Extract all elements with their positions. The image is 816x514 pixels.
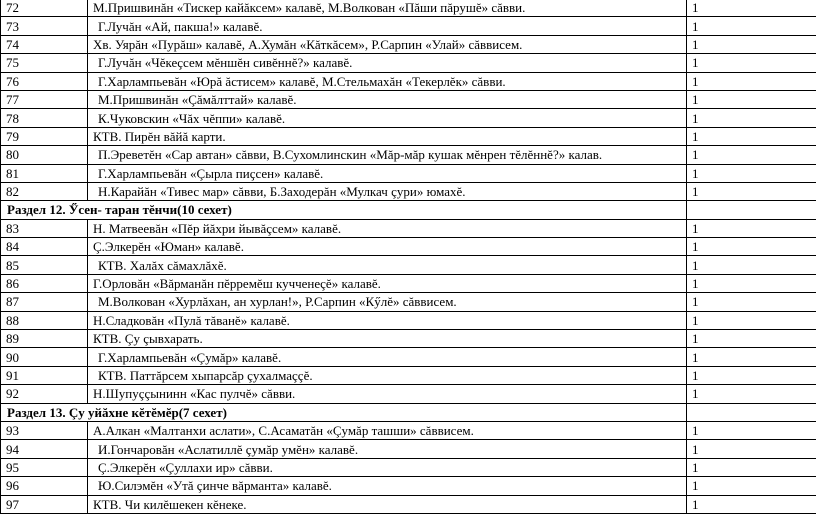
- lesson-number-cell: 96: [1, 477, 88, 495]
- lesson-title-cell: Ю.Силэмĕн «Утă çинче вăрманта» калавĕ.: [88, 477, 687, 495]
- lesson-title-cell: КТВ. Чи килĕшекен кĕнеке.: [88, 495, 687, 513]
- table-row: [1, 35, 816, 53]
- lesson-number-cell: 80: [1, 146, 88, 164]
- table-row: [1, 90, 816, 108]
- lesson-number-cell: 75: [1, 54, 88, 72]
- lesson-number-cell: 94: [1, 440, 88, 458]
- lesson-number-cell: 92: [1, 385, 88, 403]
- lesson-plan-table-body: [1, 0, 816, 513]
- lesson-title-cell: КТВ. Пирĕн вăйă карти.: [88, 127, 687, 145]
- lesson-title-cell: Н. Матвеевăн «Пĕр йăхри йывăçсем» калавĕ.: [88, 219, 687, 237]
- lesson-title-cell: Н.Шупуççынинн «Кас пулчĕ» сăвви.: [88, 385, 687, 403]
- table-row: [1, 293, 816, 311]
- lesson-title-cell: А.Алкан «Малтанхи аслати», С.Асаматăн «Çумăр ташши» сăввисем.: [88, 421, 687, 439]
- lesson-number-cell: 82: [1, 182, 88, 200]
- lesson-hours-cell: 1: [687, 0, 816, 17]
- lesson-title-cell: Н.Сладковăн «Пулă тăванĕ» калавĕ.: [88, 311, 687, 329]
- lesson-title-cell: Г.Лучăн «Ай, пакша!» калавĕ.: [88, 17, 687, 35]
- lesson-hours-cell: 1: [687, 311, 816, 329]
- table-row: [1, 311, 816, 329]
- table-row: [1, 54, 816, 72]
- table-row: [1, 182, 816, 200]
- lesson-hours-cell: 1: [687, 256, 816, 274]
- lesson-number-cell: 87: [1, 293, 88, 311]
- lesson-number-cell: 79: [1, 127, 88, 145]
- table-row: [1, 385, 816, 403]
- lesson-title-cell: Ç.Элкерĕн «Юман» калавĕ.: [88, 238, 687, 256]
- table-row: [1, 256, 816, 274]
- lesson-hours-cell: 1: [687, 17, 816, 35]
- lesson-title-cell: Хв. Уярăн «Пурăш» калавĕ, А.Хумăн «Кăткăсем», Р.Сарпин «Улай» сăввисем.: [88, 35, 687, 53]
- lesson-title-cell: Г.Лучăн «Чĕкеҫсем мĕншĕн сивĕннĕ?» калавĕ.: [88, 54, 687, 72]
- lesson-hours-cell: 1: [687, 35, 816, 53]
- table-row: [1, 164, 816, 182]
- lesson-number-cell: 74: [1, 35, 88, 53]
- lesson-hours-cell: 1: [687, 127, 816, 145]
- section-title-cell: Раздел 13. Çу уйăхне кĕтĕмĕр(7 сехет): [1, 403, 687, 421]
- lesson-number-cell: 91: [1, 366, 88, 384]
- lesson-hours-cell: 1: [687, 385, 816, 403]
- lesson-hours-cell: 1: [687, 182, 816, 200]
- lesson-number-cell: 95: [1, 458, 88, 476]
- lesson-hours-cell: 1: [687, 90, 816, 108]
- table-row: [1, 17, 816, 35]
- lesson-hours-cell: 1: [687, 219, 816, 237]
- lesson-title-cell: КТВ. Паттăрсем хыпарсăр çухалмаççĕ.: [88, 366, 687, 384]
- lesson-hours-cell: 1: [687, 274, 816, 292]
- lesson-number-cell: 88: [1, 311, 88, 329]
- lesson-title-cell: К.Чуковскин «Чăх чĕппи» калавĕ.: [88, 109, 687, 127]
- lesson-title-cell: Г.Харлампьевăн «Çырла пиҫсен» калавĕ.: [88, 164, 687, 182]
- lesson-hours-cell: 1: [687, 330, 816, 348]
- lesson-number-cell: 90: [1, 348, 88, 366]
- section-empty-cell: [687, 201, 816, 219]
- table-row: [1, 219, 816, 237]
- table-row: [1, 366, 816, 384]
- lesson-hours-cell: 1: [687, 495, 816, 513]
- lesson-hours-cell: 1: [687, 348, 816, 366]
- lesson-hours-cell: 1: [687, 477, 816, 495]
- table-row: [1, 348, 816, 366]
- lesson-title-cell: И.Гончаровăн «Аслатиллĕ çумăр умĕн» калавĕ.: [88, 440, 687, 458]
- lesson-number-cell: 72: [1, 0, 88, 17]
- table-row: [1, 495, 816, 513]
- lesson-hours-cell: 1: [687, 440, 816, 458]
- section-title-cell: Раздел 12. Ӳсен- таран тĕнчи(10 сехет): [1, 201, 687, 219]
- lesson-number-cell: 73: [1, 17, 88, 35]
- table-row: [1, 440, 816, 458]
- lesson-hours-cell: 1: [687, 458, 816, 476]
- lesson-hours-cell: 1: [687, 146, 816, 164]
- lesson-number-cell: 89: [1, 330, 88, 348]
- lesson-hours-cell: 1: [687, 72, 816, 90]
- lesson-hours-cell: 1: [687, 54, 816, 72]
- lesson-hours-cell: 1: [687, 421, 816, 439]
- lesson-number-cell: 76: [1, 72, 88, 90]
- lesson-title-cell: КТВ. Çу çывхарать.: [88, 330, 687, 348]
- lesson-title-cell: Г.Харлампьевăн «Юрă ăстисем» калавĕ, М.Стельмахăн «Текерлĕк» сăвви.: [88, 72, 687, 90]
- lesson-title-cell: М.Пришвинăн «Тискер кайăксем» калавĕ, М.Волкован «Пăши пăрушĕ» сăвви.: [88, 0, 687, 17]
- lesson-number-cell: 77: [1, 90, 88, 108]
- table-row: [1, 421, 816, 439]
- lesson-number-cell: 84: [1, 238, 88, 256]
- lesson-hours-cell: 1: [687, 238, 816, 256]
- lesson-number-cell: 97: [1, 495, 88, 513]
- lesson-title-cell: Ç.Элкерĕн «Çуллахи ир» сăвви.: [88, 458, 687, 476]
- lesson-number-cell: 86: [1, 274, 88, 292]
- table-row: [1, 477, 816, 495]
- lesson-title-cell: Н.Карайăн «Тивес мар» сăвви, Б.Заходерăн «Мулкач çури» юмахĕ.: [88, 182, 687, 200]
- table-row: [1, 72, 816, 90]
- lesson-title-cell: М.Волкован «Хурлăхан, ан хурлан!», Р.Сарпин «Кӳлĕ» сăввисем.: [88, 293, 687, 311]
- table-row: [1, 127, 816, 145]
- lesson-hours-cell: 1: [687, 164, 816, 182]
- lesson-hours-cell: 1: [687, 109, 816, 127]
- lesson-number-cell: 83: [1, 219, 88, 237]
- table-row: [1, 146, 816, 164]
- table-row: [1, 458, 816, 476]
- lesson-title-cell: КТВ. Халăх сăмахлăхĕ.: [88, 256, 687, 274]
- lesson-title-cell: М.Пришвинăн «Çăмăлттай» калавĕ.: [88, 90, 687, 108]
- lesson-hours-cell: 1: [687, 293, 816, 311]
- table-row: [1, 109, 816, 127]
- lesson-hours-cell: 1: [687, 366, 816, 384]
- section-header-row: [1, 201, 816, 219]
- lesson-title-cell: Г.Харлампьевăн «Çумăр» калавĕ.: [88, 348, 687, 366]
- lesson-number-cell: 78: [1, 109, 88, 127]
- table-row: [1, 0, 816, 17]
- table-row: [1, 238, 816, 256]
- lesson-number-cell: 85: [1, 256, 88, 274]
- section-header-row: [1, 403, 816, 421]
- section-empty-cell: [687, 403, 816, 421]
- table-row: [1, 330, 816, 348]
- lesson-number-cell: 81: [1, 164, 88, 182]
- lesson-title-cell: Г.Орловăн «Вăрманăн пĕрремĕш кучченеçĕ» калавĕ.: [88, 274, 687, 292]
- table-row: [1, 274, 816, 292]
- lesson-number-cell: 93: [1, 421, 88, 439]
- lesson-title-cell: П.Эреветĕн «Сар автан» сăвви, В.Сухомлинскин «Мăр-мăр кушак мĕнрен тĕлĕннĕ?» калав.: [88, 146, 687, 164]
